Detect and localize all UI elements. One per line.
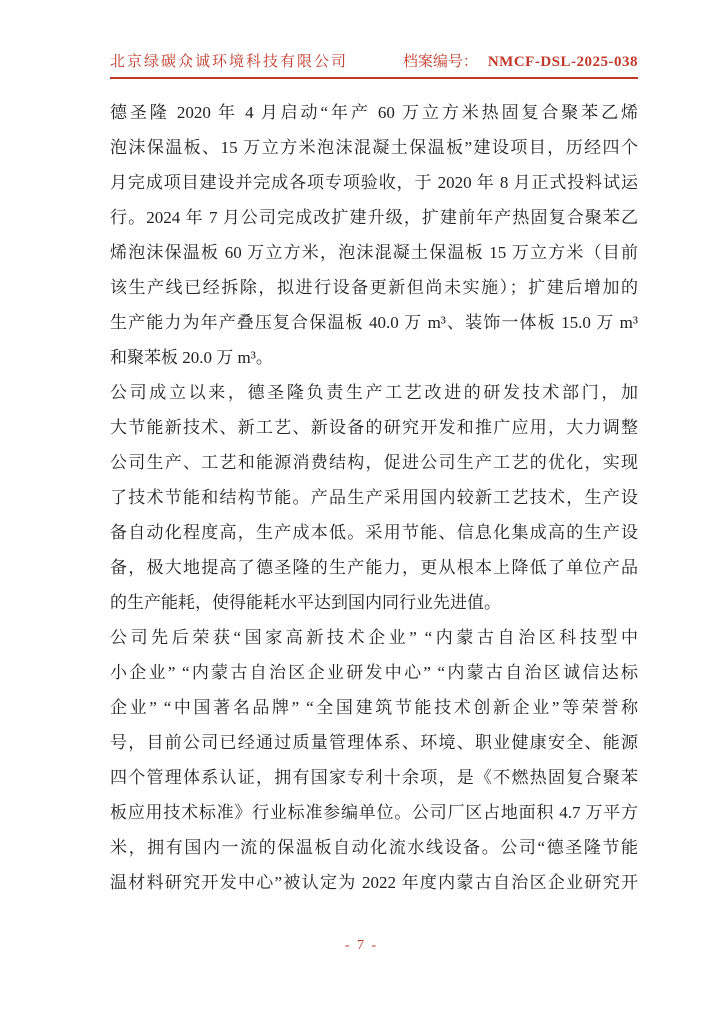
text-line: 大节能新技术、新工艺、新设备的研究开发和推广应用，大力调整: [110, 418, 638, 437]
text-line: 行。2024 年 7 月公司完成改扩建升级，扩建前年产热固复合聚苯乙: [110, 208, 638, 227]
text-line: 的生产能耗，使得能耗水平达到国内同行业先进值。: [110, 593, 501, 612]
text-line: 备，极大地提高了德圣隆的生产能力，更从根本上降低了单位产品: [110, 558, 638, 577]
archive-number-value: NMCF-DSL-2025-038: [487, 54, 638, 70]
archive-number-label: 档案编号：: [402, 54, 478, 70]
paragraph-2: [110, 375, 638, 620]
text-line: 企业” “中国著名品牌” “全国建筑节能技术创新企业”等荣誉称: [110, 698, 638, 717]
text-line: 泡沫保温板、15 万立方米泡沫混凝土保温板”建设项目，历经四个: [110, 138, 638, 157]
text-line: 公司先后荣获“国家高新技术企业” “内蒙古自治区科技型中: [110, 628, 638, 647]
text-line: 米，拥有国内一流的保温板自动化流水线设备。公司“德圣隆节能: [110, 838, 638, 857]
text-line: 和聚苯板 20.0 万 m³。: [110, 348, 273, 367]
text-line: 该生产线已经拆除，拟进行设备更新但尚未实施）；扩建后增加的: [110, 278, 638, 297]
text-line: 备自动化程度高，生产成本低。采用节能、信息化集成高的生产设: [110, 523, 638, 542]
text-line: 四个管理体系认证，拥有国家专利十余项，是《不燃热固复合聚苯: [110, 768, 638, 787]
paragraph-1: [110, 95, 638, 375]
page-header: [110, 50, 638, 79]
archive-number-block: [403, 50, 638, 71]
text-line: 号，目前公司已经通过质量管理体系、环境、职业健康安全、能源: [110, 733, 638, 752]
text-line: 生产能力为年产叠压复合保温板 40.0 万 m³、装饰一体板 15.0 万 m³: [110, 313, 638, 332]
text-line: 公司生产、工艺和能源消费结构，促进公司生产工艺的优化，实现: [110, 453, 638, 472]
text-line: 小企业” “内蒙古自治区企业研发中心” “内蒙古自治区诚信达标: [110, 663, 638, 682]
paragraph-3: [110, 620, 638, 900]
text-line: 温材料研究开发中心”被认定为 2022 年度内蒙古自治区企业研究开: [110, 873, 638, 892]
text-line: 月完成项目建设并完成各项专项验收，于 2020 年 8 月正式投料试运: [110, 173, 638, 192]
page-number: - 7 -: [344, 938, 379, 953]
text-line: 公司成立以来，德圣隆负责生产工艺改进的研发技术部门，加: [110, 383, 638, 402]
text-line: 板应用技术标准》行业标准参编单位。公司厂区占地面积 4.7 万平方: [110, 803, 638, 822]
company-name: 北京绿碳众诚环境科技有限公司: [110, 54, 349, 70]
text-line: 烯泡沫保温板 60 万立方米，泡沫混凝土保温板 15 万立方米（目前: [110, 243, 638, 262]
text-line: 德圣隆 2020 年 4 月启动“年产 60 万立方米热固复合聚苯乙烯: [110, 103, 638, 122]
text-line: 了技术节能和结构节能。产品生产采用国内较新工艺技术，生产设: [110, 488, 638, 507]
document-body: [110, 95, 638, 900]
